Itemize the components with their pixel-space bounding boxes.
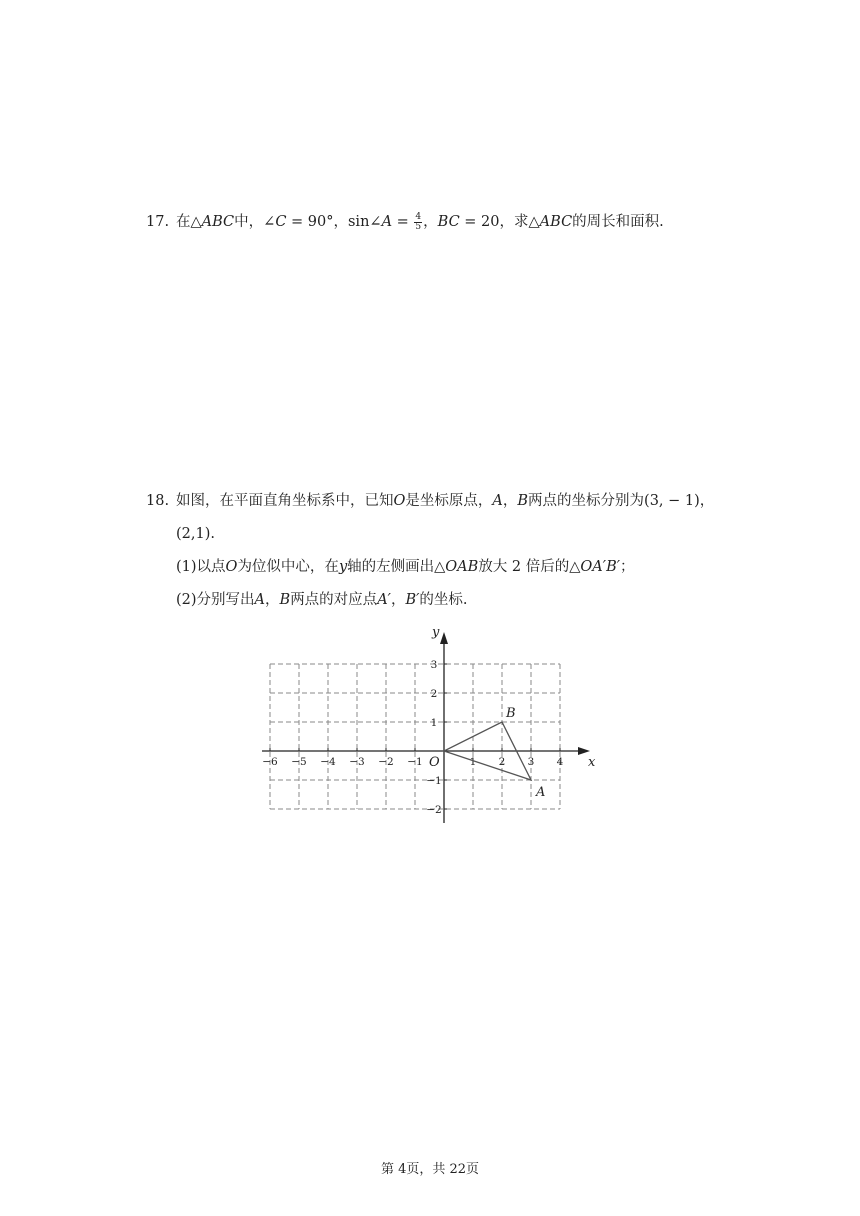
x-axis-label: x — [588, 755, 596, 770]
math-var: A′ — [377, 592, 391, 608]
x-axis-arrow — [578, 747, 590, 755]
text: ， — [265, 592, 280, 608]
y-axis-arrow — [440, 632, 448, 644]
math-var: OAB — [445, 559, 479, 575]
x-tick-label: 1 — [469, 756, 477, 768]
x-tick-label: 2 — [498, 756, 506, 768]
y-tick-label: −2 — [426, 804, 442, 816]
x-tick-label: 3 — [527, 756, 535, 768]
text: 两点的对应点 — [290, 592, 378, 608]
axes — [262, 625, 596, 823]
question-18-part-1 — [176, 557, 635, 577]
math-var: O — [393, 493, 406, 509]
y-tick-label: 3 — [430, 659, 438, 671]
tick-labels — [262, 659, 563, 816]
math-var: y — [338, 559, 348, 575]
text: (2)分别写出 — [176, 592, 255, 608]
y-tick-label: 1 — [430, 717, 438, 729]
math-var: A — [492, 493, 503, 509]
text: (2,1). — [176, 526, 215, 542]
x-tick-label: −3 — [349, 756, 365, 768]
question-17 — [146, 212, 664, 232]
text: ， — [502, 493, 518, 509]
x-tick-label: 4 — [556, 756, 564, 768]
origin-label: O — [429, 755, 440, 770]
x-tick-label: −2 — [378, 756, 394, 768]
x-tick-label: −6 — [262, 756, 278, 768]
text: 轴的左侧画出△ — [347, 559, 446, 575]
text: = 20，求△ — [459, 214, 540, 230]
question-18-part-2 — [176, 590, 468, 610]
math-var: B — [517, 493, 529, 509]
math-var: OA′B′ — [580, 559, 621, 575]
x-tick-label: −1 — [407, 756, 423, 768]
text: (1)以点 — [176, 559, 226, 575]
triangle-oab — [444, 706, 545, 800]
text: = 90°，sin∠ — [286, 214, 382, 230]
math-var: C — [275, 214, 287, 230]
fraction — [414, 213, 422, 232]
text: 的周长和面积. — [572, 214, 664, 230]
question-number: 18. — [146, 493, 170, 509]
text: 放大 2 倍后的△ — [478, 559, 581, 575]
text: 如图，在平面直角坐标系中，已知 — [176, 493, 394, 509]
question-number: 17. — [146, 214, 170, 230]
text: = — [392, 214, 414, 230]
fraction-numerator: 4 — [415, 211, 422, 222]
point-a-label: A — [536, 785, 546, 800]
text: 的坐标. — [419, 592, 468, 608]
coordinate-grid-figure — [255, 618, 605, 833]
page-footer: 第 4页，共 22页 — [380, 1162, 480, 1177]
text: 两点的坐标分别为(3, − 1)， — [528, 493, 715, 509]
text: 在△ — [176, 214, 202, 230]
y-tick-label: −1 — [426, 775, 442, 787]
question-18-line-1 — [146, 491, 714, 511]
y-axis-label: y — [432, 625, 440, 640]
question-18-line-2 — [176, 524, 215, 544]
x-tick-label: −4 — [320, 756, 336, 768]
text: 是坐标原点， — [405, 493, 493, 509]
math-var: B — [279, 592, 291, 608]
text: 为位似中心，在 — [237, 559, 339, 575]
dashed-grid — [270, 664, 560, 809]
math-var: A — [254, 592, 266, 608]
text: ； — [620, 559, 635, 575]
math-var: BC — [437, 214, 460, 230]
point-b-label: B — [506, 706, 516, 721]
math-var: A — [381, 214, 393, 230]
x-tick-label: −5 — [291, 756, 307, 768]
math-var: ABC — [539, 214, 573, 230]
text: 中，∠ — [234, 214, 276, 230]
text: ， — [423, 214, 438, 230]
y-tick-label: 2 — [430, 688, 438, 700]
fraction-denominator: 5 — [415, 221, 422, 232]
math-var: B′ — [405, 592, 420, 608]
math-var: ABC — [201, 214, 235, 230]
text: ， — [390, 592, 406, 608]
math-var: O — [225, 559, 238, 575]
